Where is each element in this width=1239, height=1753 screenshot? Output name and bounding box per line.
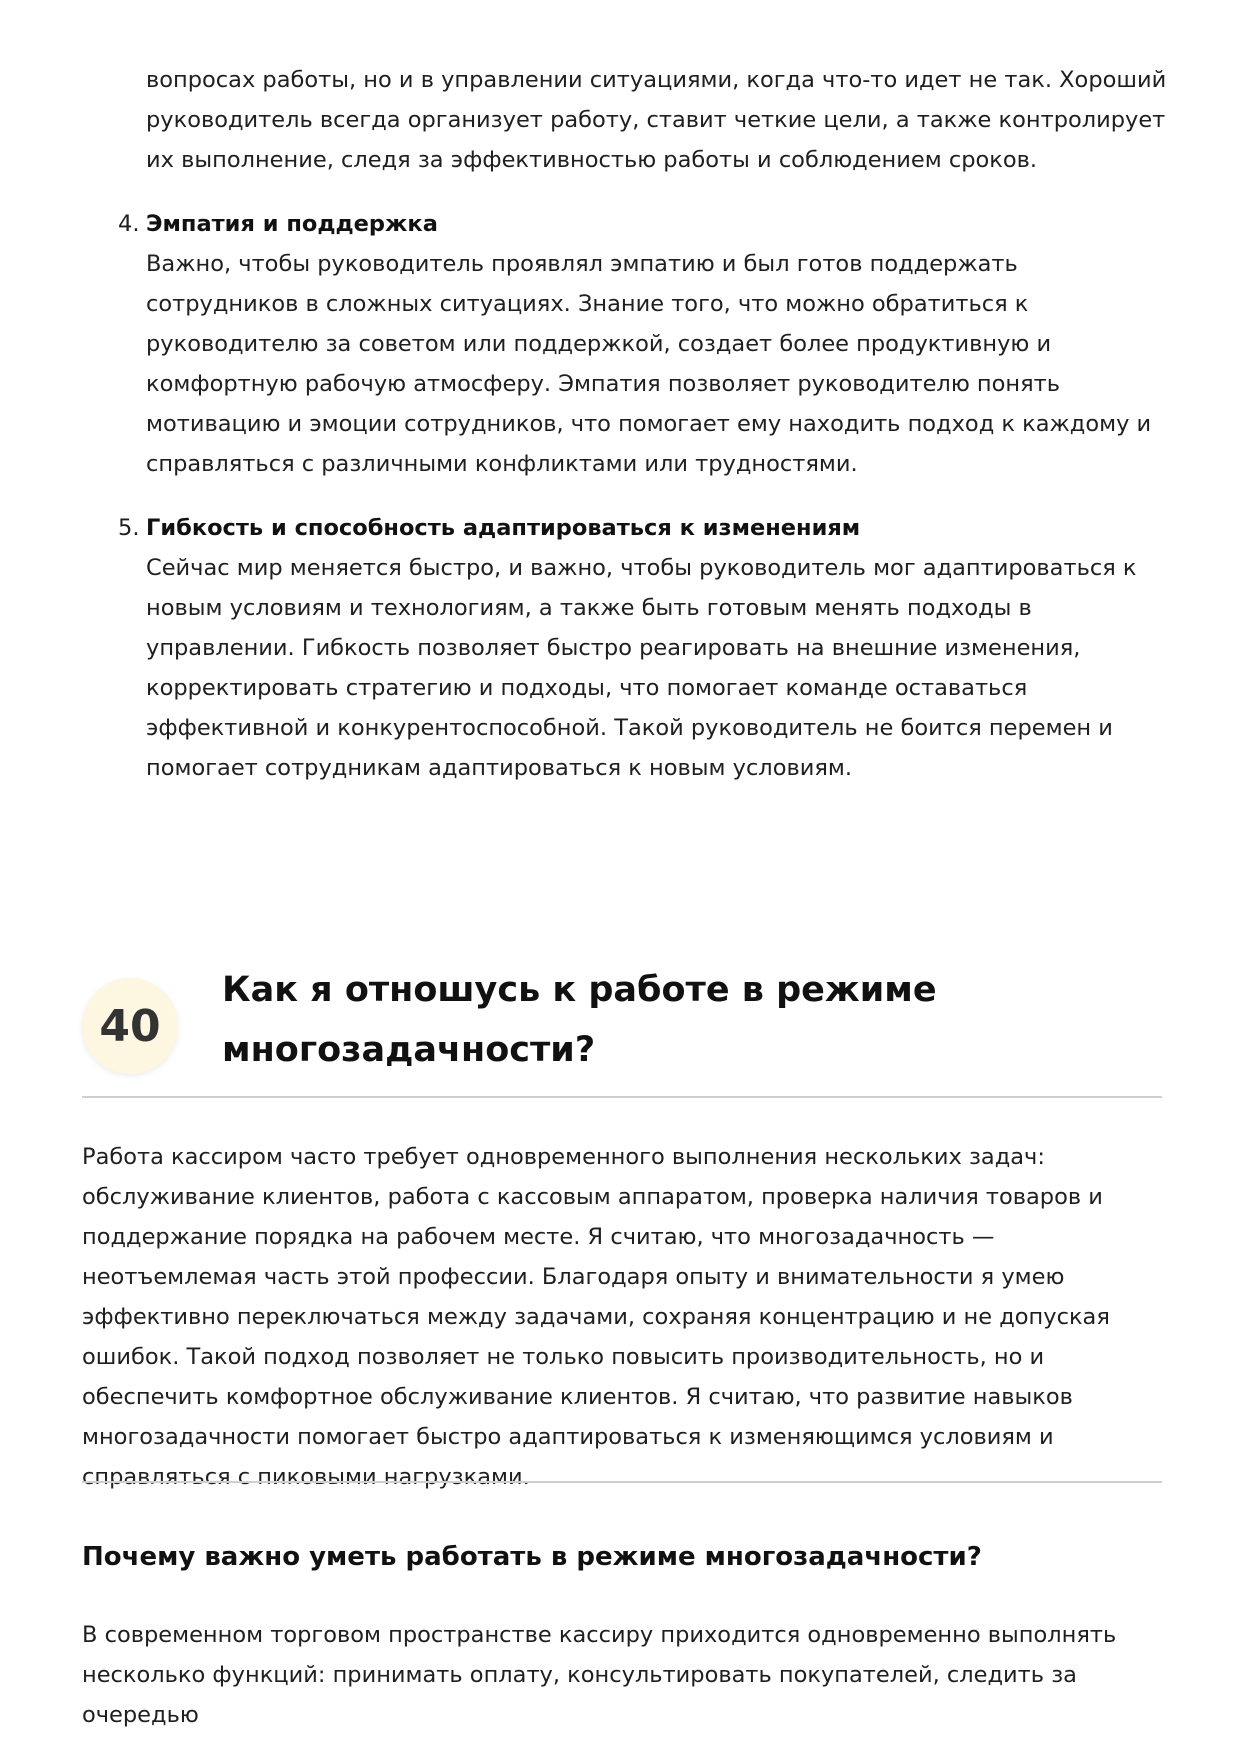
question-header [82,960,1162,1098]
list-item-text: Сейчас мир меняется быстро, и важно, чтобы руководитель мог адаптироваться к новым условиям и технологиям, а также быть готовым менять подходы в управлении. Гибкость позволяет быстро реагировать на внешние изменения, корректировать стратегию и подходы, что помогает команде оставаться эффективной и конкурентоспособной. Такой руководитель не боится перемен и помогает сотрудникам адаптироваться к новым условиям. [146,555,1137,781]
list-item [118,204,1168,484]
list-item-number: 4. [118,211,140,237]
list-item-3-continuation: вопросах работы, но и в управлении ситуациями, когда что-то идет не так. Хороший руководитель всегда организует работу, ставит четкие цели, а также контролирует их выполнение, следя за эффективностью работы и соблюдением сроков. [146,67,1167,173]
answer-divider [82,1481,1162,1483]
question-title: Как я отношусь к работе в режиме многозадачности? [222,970,937,1070]
sub-section-text: В современном торговом пространстве кассиру приходится одновременно выполнять несколько функций: принимать оплату, консультировать покупателей, следить за очередью [82,1622,1117,1728]
list-item-title: Гибкость и способность адаптироваться к изменениям [146,515,861,541]
list-item-text: Важно, чтобы руководитель проявлял эмпатию и был готов поддержать сотрудников в сложных ситуациях. Знание того, что можно обратиться к руководителю за советом или поддержкой, создает более продуктивную и комфортную рабочую атмосферу. Эмпатия позволяет руководителю понять мотивацию и эмоции сотрудников, что помогает ему находить подход к каждому и справляться с различными конфликтами или трудностями. [146,251,1152,477]
list-item [118,508,1168,788]
list-item-number: 5. [118,515,140,541]
qualities-list [118,60,1168,788]
header-divider [82,1096,1162,1098]
answer-text: Работа кассиром часто требует одновременного выполнения нескольких задач: обслуживание клиентов, работа с кассовым аппаратом, проверка наличия товаров и поддержание порядка на рабочем месте. Я считаю, что многозадачность — неотъемлемая часть этой профессии. Благодаря опыту и внимательности я умею эффективно переключаться между задачами, сохраняя концентрацию и не допуская ошибок. Такой подход позволяет не только повысить производительность, но и обеспечить комфортное обслуживание клиентов. Я считаю, что развитие навыков многозадачности помогает быстро адаптироваться к изменяющимся условиям и справляться с пиковыми нагрузками. [82,1144,1110,1490]
subheading: Почему важно уметь работать в режиме многозадачности? [82,1542,982,1572]
list-item-title: Эмпатия и поддержка [146,211,438,237]
question-number-badge: 40 [82,978,178,1074]
